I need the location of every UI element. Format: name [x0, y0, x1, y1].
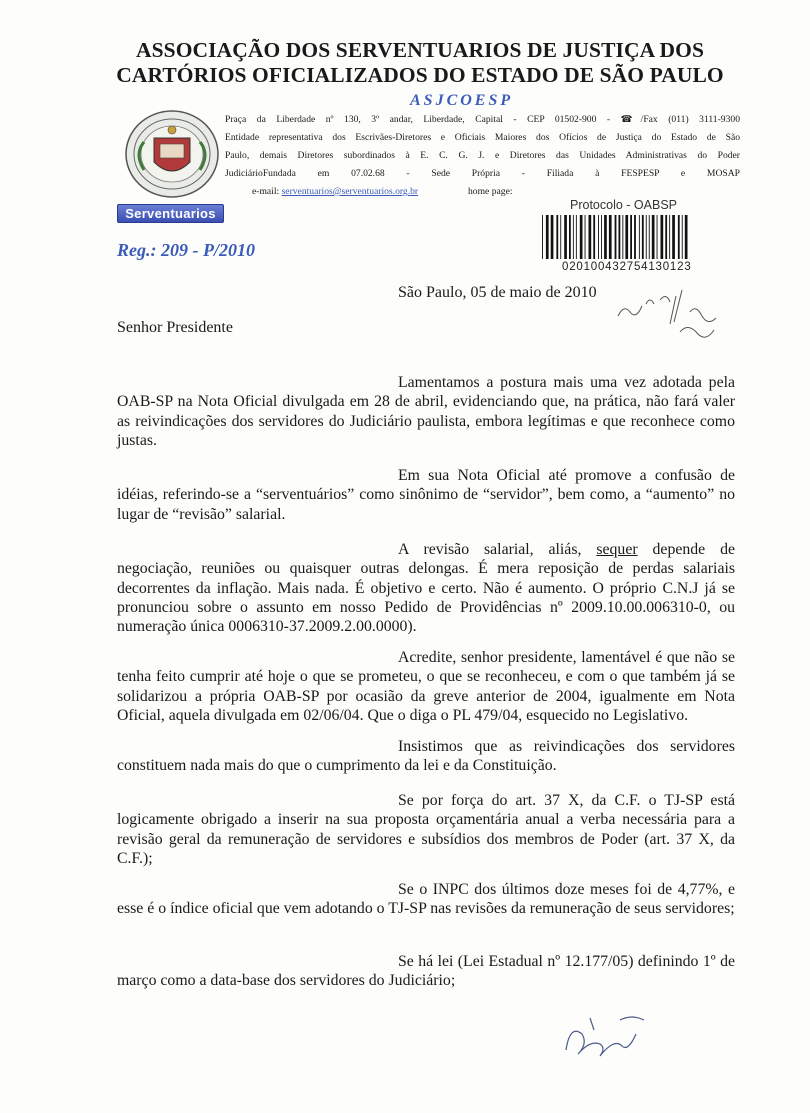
barcode-bar — [573, 215, 574, 259]
association-title — [110, 38, 730, 88]
barcode-bar — [682, 215, 683, 259]
barcode-bar — [649, 215, 650, 259]
barcode-bar — [661, 215, 664, 259]
barcode-bar — [556, 215, 558, 259]
contact-block — [225, 111, 740, 183]
paragraph-8 — [117, 952, 735, 991]
paragraph-3-underlined: sequer — [596, 541, 638, 558]
signature-icon — [560, 1010, 650, 1065]
registration-number: Reg.: 209 - P/2010 — [117, 240, 255, 260]
barcode-bar — [580, 215, 583, 259]
barcode-bar — [622, 215, 623, 259]
barcode-bar — [642, 215, 644, 259]
barcode-bar — [672, 215, 675, 259]
barcode-bar — [551, 215, 554, 259]
paragraph-8-text: Se há lei (Lei Estadual nº 12.177/05) definindo 1º de março como a data-base dos servidores do Judiciário; — [117, 953, 735, 990]
description-line-2: Paulo, demais Diretores subordinados à E. C. G. J. e Diretores das Unidades Administrativas do Poder — [225, 150, 740, 161]
barcode-bar — [560, 215, 561, 259]
title-line-1: ASSOCIAÇÃO DOS SERVENTUARIOS DE JUSTIÇA DOS — [135, 38, 705, 62]
barcode-bar — [630, 215, 632, 259]
paragraph-6 — [117, 791, 735, 868]
description-line-3: JudiciárioFundada em 07.02.68 - Sede Própria - Filiada à FESPESP e MOSAP — [225, 168, 740, 179]
salutation: Senhor Presidente — [117, 319, 233, 336]
association-seal-icon — [122, 108, 222, 200]
paragraph-2 — [117, 466, 735, 524]
barcode-bar — [652, 215, 655, 259]
paragraph-5-text: Insistimos que as reivindicações dos servidores constituem nada mais do que o cumprimento da lei e da Constituição. — [117, 738, 735, 775]
barcode-bar — [619, 215, 621, 259]
barcode-bar — [564, 215, 567, 259]
barcode-bar — [669, 215, 670, 259]
barcode-bar — [601, 215, 602, 259]
protocol-number: 020100432754130123 — [562, 261, 692, 273]
address-line: Praça da Liberdade nº 130, 3º andar, Liberdade, Capital - CEP 01502-900 - ☎/Fax (011) 3111-9300 — [225, 114, 740, 125]
paragraph-2-text: Em sua Nota Oficial até promove a confusão de idéias, referindo-se a “serventuários” como sinônimo de “servidor”, bem como, a “aumento” no lugar de “revisão” salarial. — [117, 467, 735, 523]
barcode-bar — [546, 215, 549, 259]
paragraph-5 — [117, 737, 735, 776]
barcode — [540, 215, 736, 259]
barcode-bar — [569, 215, 571, 259]
barcode-bar — [615, 215, 617, 259]
paragraph-1-text: Lamentamos a postura mais uma vez adotada pela OAB-SP na Nota Oficial divulgada em 28 de abril, evidenciando que, na prática, não fará valer as reivindicações dos servidores do Judiciário paulista, embora legítimas e que reconhece como justas. — [117, 374, 735, 449]
barcode-bar — [678, 215, 680, 259]
title-line-2: CARTÓRIOS OFICIALIZADOS DO ESTADO DE SÃO PAULO — [116, 63, 724, 87]
paragraph-4-text: Acredite, senhor presidente, lamentável é que não se tenha feito cumprir até hoje o que se prometeu, o que se reconheceu, e com o que também já se solidarizou a própria OAB-SP por ocasião da greve anterior de 2004, igualmente em Nota Oficial, aquela divulgada em 02/06/04. Que o diga o PL 479/04, esquecido no Legislativo. — [117, 649, 735, 724]
email-row — [252, 186, 418, 197]
homepage-label: home page: — [468, 186, 513, 197]
email-label: e-mail: — [252, 186, 280, 197]
paragraph-4 — [117, 648, 735, 725]
barcode-bar — [593, 215, 595, 259]
barcode-bar — [604, 215, 607, 259]
barcode-bar — [639, 215, 640, 259]
serventuarios-badge: Serventuarios — [117, 204, 224, 223]
barcode-bar — [598, 215, 599, 259]
barcode-bar — [576, 215, 577, 259]
protocol-label: Protocolo - OABSP — [570, 198, 677, 212]
paragraph-1 — [117, 373, 735, 450]
barcode-bar — [542, 215, 543, 259]
paragraph-6-text: Se por força do art. 37 X, da C.F. o TJ-SP está logicamente obrigado a inserir na sua proposta orçamentária anual a verba necessária para a revisão geral da remuneração de servidores e subsídios dos membros de Poder (art. 37 X, da C.F.); — [117, 792, 735, 867]
paragraph-7-text: Se o INPC dos últimos doze meses foi de 4,77%, e esse é o índice oficial que vem adotando o TJ-SP nas revisões da remuneração de seus servidores; — [117, 881, 735, 918]
barcode-bar — [589, 215, 592, 259]
barcode-bar — [665, 215, 667, 259]
barcode-bar — [657, 215, 658, 259]
barcode-bar — [634, 215, 636, 259]
paragraph-7 — [117, 880, 735, 919]
paragraph-3-text-a: A revisão salarial, aliás, — [398, 541, 597, 558]
paragraph-3 — [117, 540, 735, 636]
acronym: ASJCOESP — [410, 92, 514, 109]
barcode-bar — [685, 215, 688, 259]
letter-date: São Paulo, 05 de maio de 2010 — [398, 284, 597, 301]
email-link[interactable]: serventuarios@serventuarios.org.br — [281, 186, 419, 197]
barcode-bar — [625, 215, 628, 259]
barcode-bar — [585, 215, 586, 259]
barcode-bar — [609, 215, 612, 259]
barcode-bar — [646, 215, 647, 259]
paragraph-3-text-b: depende de negociação, reuniões ou quaisquer outras delongas. É mera reposição de perdas salariais decorrentes da inflação. Mais nada. É objetivo e certo. Não é aumento. O próprio C.N.J já se pronunciou sobre o assunto em nosso Pedido de Providências nº 2009.10.00.006310-0, ou numeração única 0006310-37.2009.2.00.0000). — [117, 541, 736, 636]
handwritten-note-icon — [610, 282, 730, 348]
description-line-1: Entidade representativa dos Escrivães-Diretores e Oficiais Maiores dos Ofícios de Justiça do Estado de São — [225, 132, 740, 143]
